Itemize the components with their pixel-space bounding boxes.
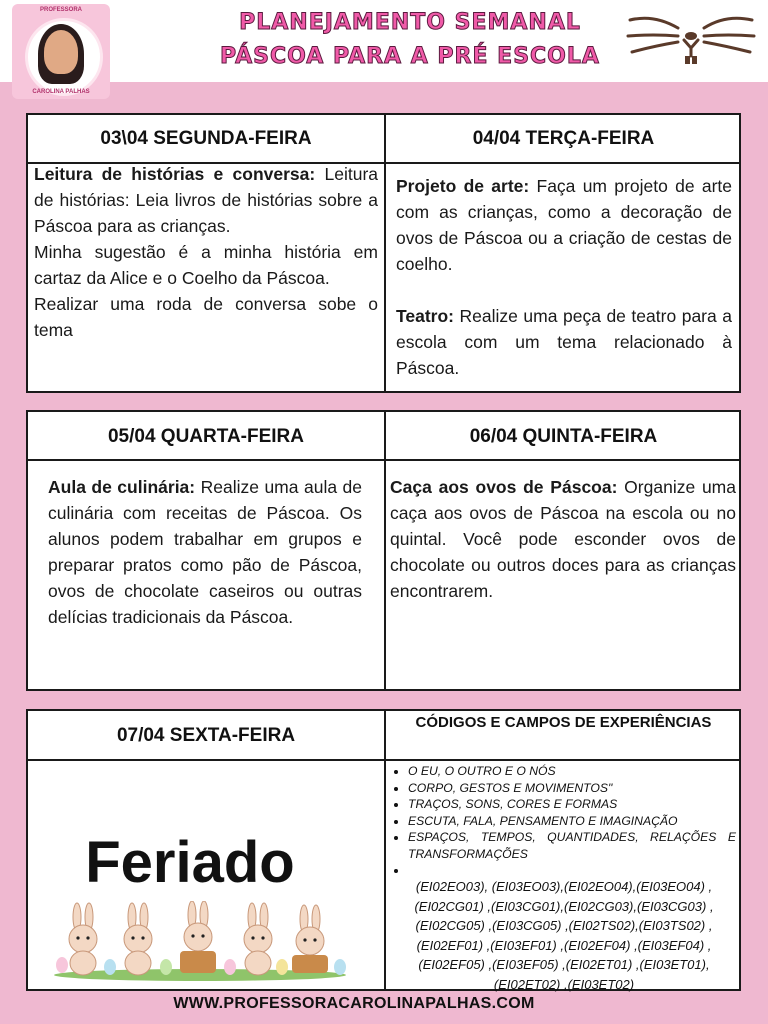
thursday-heading: 06/04 QUINTA-FEIRA bbox=[469, 426, 658, 447]
thursday-activity-text: Organize uma caça aos ovos de Páscoa na escola ou no quintal. Você pode esconder ovos de chocolate ou outros doces para as crianças encontrarem. bbox=[390, 477, 736, 601]
thursday-content bbox=[390, 474, 736, 604]
experience-field: • ESCUTA, FALA, PENSAMENTO E IMAGINAÇÃO bbox=[408, 813, 736, 830]
week-card-2 bbox=[26, 410, 741, 691]
monday-content bbox=[34, 161, 378, 343]
week-card-1 bbox=[26, 113, 741, 393]
row-divider bbox=[28, 459, 739, 461]
monday-activity-title: Leitura de histórias e conversa: bbox=[34, 164, 316, 184]
experience-field: • TRAÇOS, SONS, CORES E FORMAS bbox=[408, 796, 736, 813]
bncc-codes: (EI02EO03), (EI03EO03),(EI02EO04),(EI03EO04) , (EI02CG01) ,(EI03CG01),(EI02CG03),(EI03CG03) , (EI02CG05) ,(EI03CG05) ,(EI02TS02),(EI03TS02) , (EI02EF01) ,(EI03EF01) ,(EI02EF04) ,(EI03EF04) , (EI02EF05) ,(EI03EF05) ,(EI02ET01) ,(EI03ET01), (EI02ET02) ,(EI03ET02) bbox=[414, 879, 714, 992]
codes-heading: CÓDIGOS E CAMPOS DE EXPERIÊNCIAS bbox=[415, 714, 712, 731]
logo-face bbox=[44, 30, 78, 74]
monday-activity-text: Leitura de histórias: Leia livros de histórias sobre a Páscoa para as crianças. bbox=[34, 164, 378, 236]
tuesday-heading: 04/04 TERÇA-FEIRA bbox=[472, 128, 655, 149]
footer-website[interactable]: WWW.PROFESSORACAROLINAPALHAS.COM bbox=[173, 995, 535, 1012]
tuesday-content bbox=[396, 173, 732, 381]
wednesday-activity-text: Realize uma aula de culinária com receitas de Páscoa. Os alunos podem trabalhar em grupos e preparar pratos como pão de Páscoa, ovos de chocolate caseiros ou outras delícias tradicionais da Páscoa. bbox=[48, 477, 363, 627]
experience-field: • O EU, O OUTRO E O NÓS bbox=[408, 763, 736, 780]
logo bbox=[12, 4, 110, 99]
logo-bottom-text: CAROLINA PALHAS bbox=[32, 89, 90, 95]
bunny-whiskers-icon bbox=[626, 6, 756, 68]
experience-fields-list bbox=[392, 763, 736, 879]
monday-suggestion: Minha sugestão é a minha história em cartaz da Alice e o Coelho da Páscoa. bbox=[34, 242, 378, 288]
experience-field: • CORPO, GESTOS E MOVIMENTOS" bbox=[408, 780, 736, 797]
row-divider bbox=[28, 759, 739, 761]
column-divider bbox=[384, 115, 386, 391]
page-subtitle: PÁSCOA PARA A PRÉ ESCOLA bbox=[220, 44, 600, 69]
wednesday-heading: 05/04 QUARTA-FEIRA bbox=[107, 426, 304, 447]
tuesday-theater-title: Teatro: bbox=[396, 306, 455, 326]
friday-heading: 07/04 SEXTA-FEIRA bbox=[116, 725, 296, 746]
experience-field: • ESPAÇOS, TEMPOS, QUANTIDADES, RELAÇÕES E TRANSFORMAÇÕES bbox=[408, 829, 736, 862]
wednesday-activity-title: Aula de culinária: bbox=[48, 477, 196, 497]
wednesday-content bbox=[48, 474, 362, 630]
holiday-label: Feriado bbox=[85, 830, 295, 895]
thursday-activity-title: Caça aos ovos de Páscoa: bbox=[390, 477, 618, 497]
column-divider bbox=[384, 412, 386, 689]
monday-heading: 03\04 SEGUNDA-FEIRA bbox=[100, 128, 312, 149]
page-title: PLANEJAMENTO SEMANAL bbox=[239, 10, 581, 35]
tuesday-activity-title: Projeto de arte: bbox=[396, 176, 530, 196]
tuesday-theater-text: Realize uma peça de teatro para a escola com um tema relacionado à Páscoa. bbox=[396, 306, 732, 378]
easter-bunnies-illustration bbox=[50, 901, 350, 983]
week-card-3 bbox=[26, 709, 741, 991]
header bbox=[0, 0, 768, 95]
tuesday-activity-text: Faça um projeto de arte com as crianças, como a decoração de ovos de Páscoa ou a criação de cestas de coelho. bbox=[396, 176, 732, 274]
monday-conversation: Realizar uma roda de conversa sobe o tema bbox=[34, 294, 378, 340]
logo-top-text: PROFESSORA bbox=[39, 7, 82, 13]
